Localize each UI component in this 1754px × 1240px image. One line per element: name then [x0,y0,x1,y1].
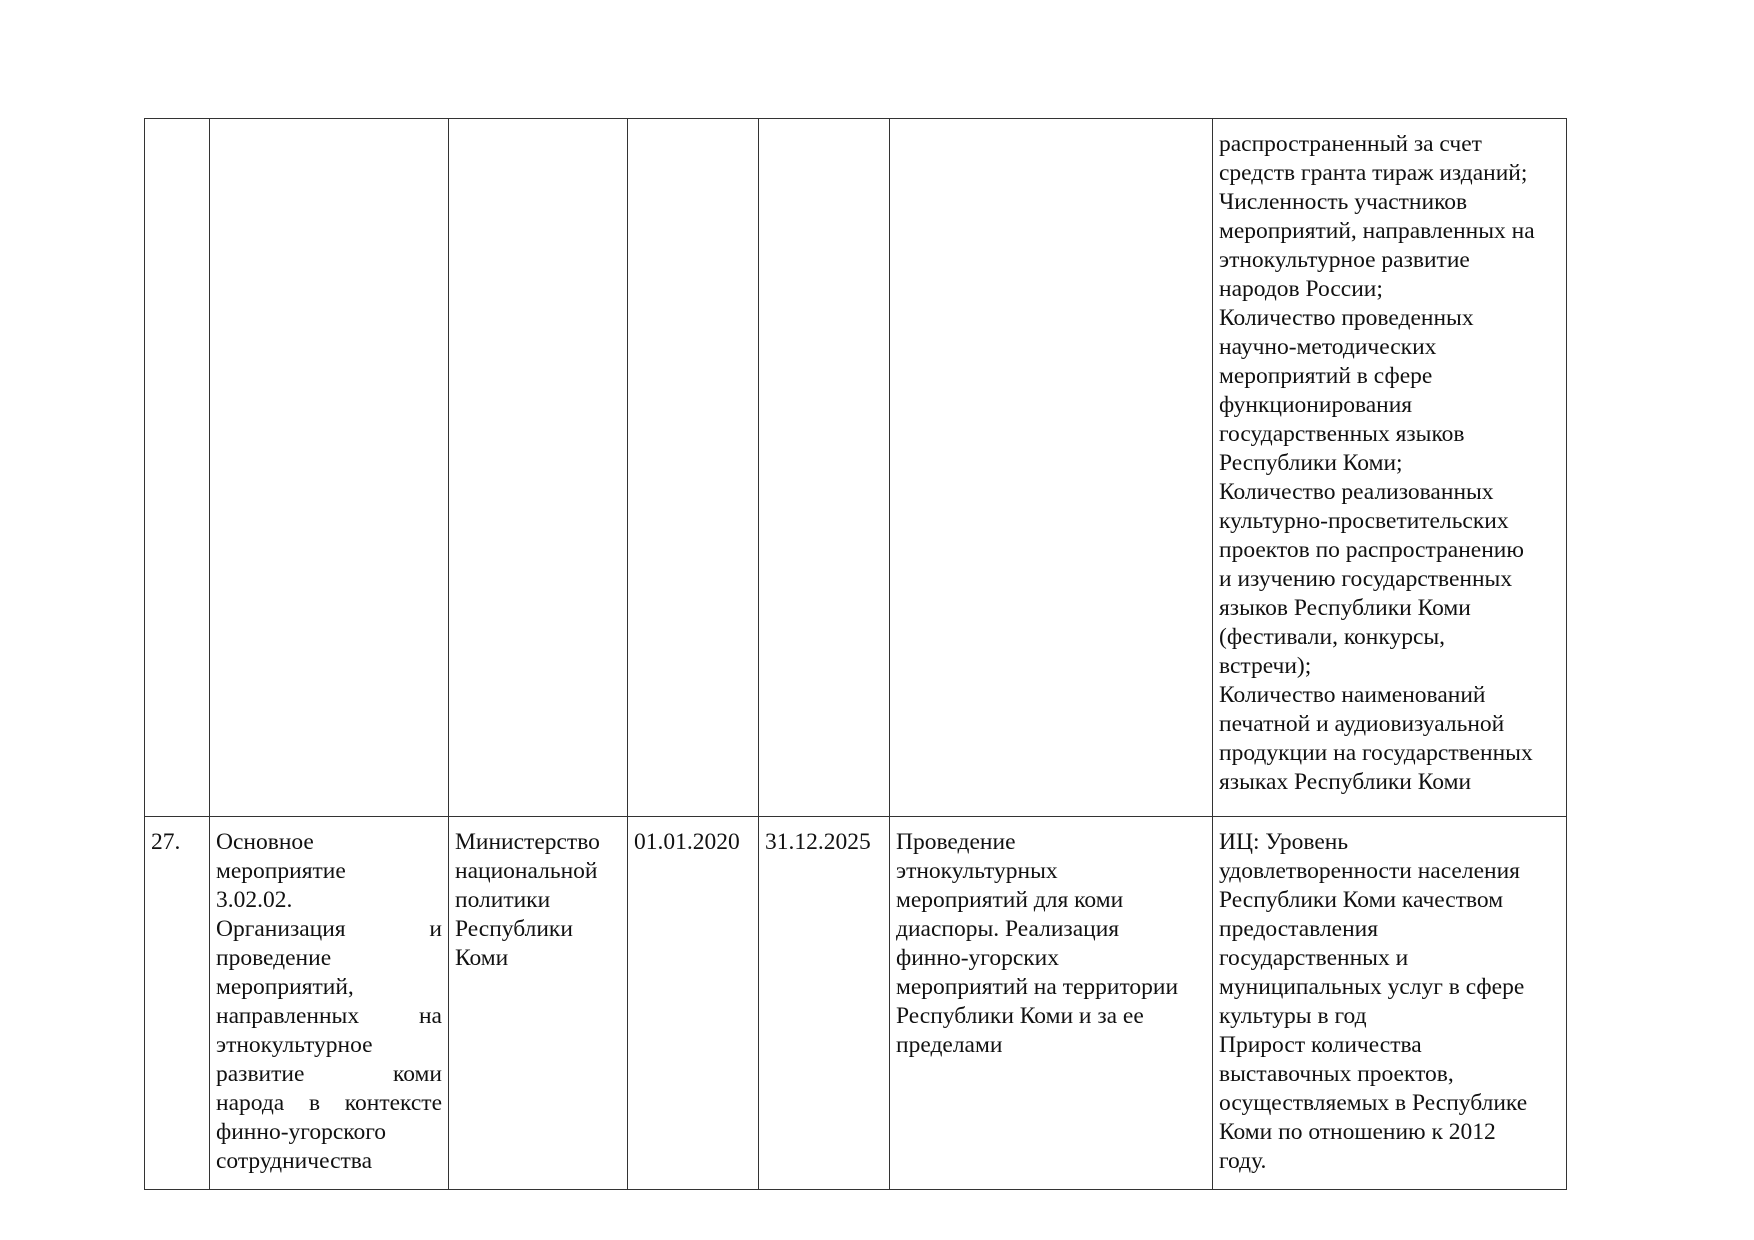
cell-text-line: муниципальных услуг в сфере [1219,974,1525,1000]
cell-text-line: удовлетворенности населения [1219,858,1520,884]
responsible-cell [449,119,628,817]
cell-text-line: пределами [896,1032,1003,1058]
cell-text-line: году. [1219,1148,1267,1174]
cell-text-line: мероприятий, [216,974,354,1000]
cell-text-line: Количество наименований [1219,682,1486,708]
cell-text-line: Организация и [216,916,442,942]
cell-text-line: диаспоры. Реализация [896,916,1120,942]
cell-text-line: продукции на государственных [1219,740,1533,766]
cell-text-line: 3.02.02. [216,887,293,913]
cell-text-line: мероприятий для коми [896,887,1124,913]
cell-text-line: и изучению государственных [1219,566,1513,592]
result-cell [890,119,1213,817]
cell-text-line: осуществляемых в Республике [1219,1090,1528,1116]
cell-text-line: Основное [216,829,314,855]
row-number-cell [145,119,210,817]
cell-text-line: мероприятие [216,858,346,884]
cell-text-line: политики [455,887,551,913]
cell-text-line: народов России; [1219,276,1383,302]
cell-text-line: сотрудничества [216,1148,372,1174]
end-date-cell: 31.12.2025 [759,817,890,1190]
cell-text-line: языках Республики Коми [1219,769,1472,795]
cell-text-line: Республики [455,916,573,942]
cell-text-line: финно-угорского [216,1119,387,1145]
cell-text-line: средств гранта тираж изданий; [1219,160,1528,186]
cell-text-line: государственных и [1219,945,1409,971]
cell-text-line: распространенный за счет [1219,131,1482,157]
responsible-cell [449,817,628,1190]
cell-text-line: направленных на [216,1003,442,1029]
event-cell [210,817,449,1190]
cell-text-line: государственных языков [1219,421,1465,447]
start-date-cell [628,119,759,817]
table-row [145,119,1567,817]
cell-text-line: проектов по распространению [1219,537,1524,563]
indicators-cell [1213,817,1567,1190]
cell-text-line: Проведение [896,829,1016,855]
row-number-cell: 27. [145,817,210,1190]
cell-text-line: финно-угорских [896,945,1060,971]
cell-text-line: этнокультурное [216,1032,373,1058]
program-table [144,118,1567,1190]
table-row [145,817,1567,1190]
cell-text-line: мероприятий на территории [896,974,1179,1000]
start-date-cell: 01.01.2020 [628,817,759,1190]
cell-text-line: Коми [455,945,509,971]
cell-text-line: (фестивали, конкурсы, [1219,624,1446,650]
cell-text-line: Прирост количества [1219,1032,1422,1058]
cell-text-line: этнокультурных [896,858,1058,884]
cell-text-line: этнокультурное развитие [1219,247,1470,273]
cell-text-line: встречи); [1219,653,1312,679]
cell-text-line: культуры в год [1219,1003,1367,1029]
cell-text-line: предоставления [1219,916,1379,942]
indicators-cell [1213,119,1567,817]
cell-text-line: народа в контексте [216,1090,442,1116]
cell-text-line: выставочных проектов, [1219,1061,1454,1087]
cell-text-line: культурно-просветительских [1219,508,1509,534]
cell-text-line: Количество проведенных [1219,305,1474,331]
cell-text-line: Численность участников [1219,189,1468,215]
cell-text-line: проведение [216,945,332,971]
cell-text-line: мероприятий, направленных на [1219,218,1535,244]
cell-text-line: Республики Коми и за ее [896,1003,1144,1029]
cell-text-line: функционирования [1219,392,1413,418]
cell-text-line: печатной и аудиовизуальной [1219,711,1505,737]
cell-text-line: Республики Коми качеством [1219,887,1504,913]
cell-text-line: Республики Коми; [1219,450,1403,476]
cell-text-line: научно-методических [1219,334,1437,360]
cell-text-line: развитие коми [216,1061,442,1087]
cell-text-line: Количество реализованных [1219,479,1494,505]
event-cell [210,119,449,817]
cell-text-line: Коми по отношению к 2012 [1219,1119,1496,1145]
cell-text-line: языков Республики Коми [1219,595,1471,621]
cell-text-line: мероприятий в сфере [1219,363,1433,389]
cell-text-line: Министерство [455,829,600,855]
result-cell [890,817,1213,1190]
end-date-cell [759,119,890,817]
cell-text-line: национальной [455,858,598,884]
cell-text-line: ИЦ: Уровень [1219,829,1349,855]
